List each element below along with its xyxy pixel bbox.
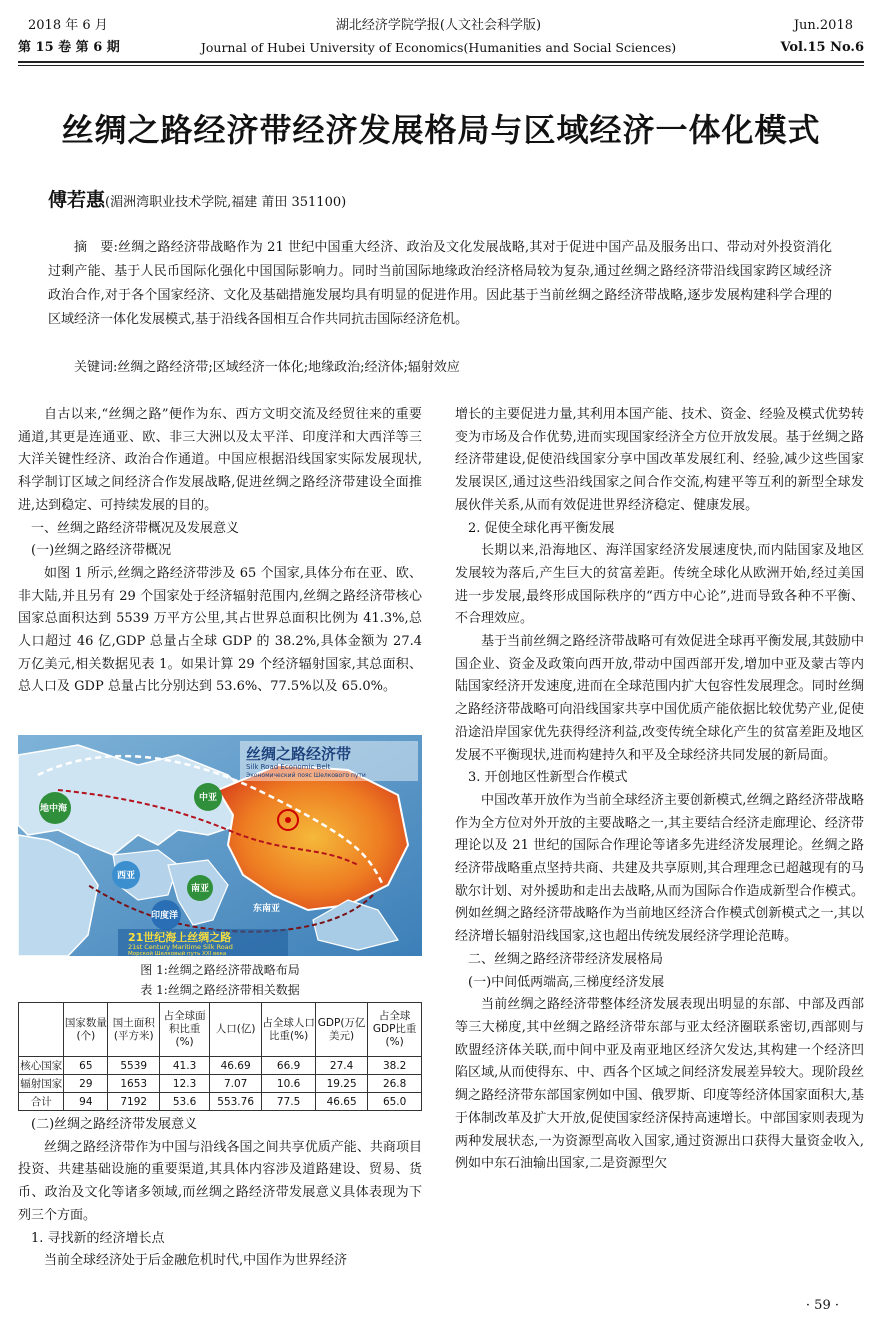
table-row-label: 合计 <box>19 1093 64 1111</box>
header-volume-cn: 第 15 卷 第 6 期 <box>18 40 120 55</box>
table-cell: 1653 <box>108 1075 160 1093</box>
table-cell: 66.9 <box>262 1057 316 1075</box>
region-label-central: 中亚 <box>199 793 218 803</box>
page-number: · 59 · <box>805 1298 839 1313</box>
figure-caption: 图 1:丝绸之路经济带战略布局 <box>140 963 300 977</box>
data-table <box>18 1002 422 1111</box>
section-heading: 3. 开创地区性新型合作模式 <box>468 770 628 786</box>
table-cell: 10.6 <box>262 1075 316 1093</box>
table-cell: 46.65 <box>315 1093 367 1111</box>
sea-title-en: 21st Century Maritime Silk Road <box>128 943 233 951</box>
sea-title: 21世纪海上丝绸之路 <box>128 931 232 944</box>
paragraph: 当前全球经济处于后金融危机时代,中国作为世界经济 <box>44 1253 348 1269</box>
paragraph: 当前丝绸之路经济带整体经济发展表现出明显的东部、中部及西部等三大梯度,其中丝绸之路经济带东部与亚太经济圈联系密切,西部则与欧盟经济体关联,而中间中亚及南亚地区经济欠发达,其构建一个经济凹陷区域,从而使得东、中、西各个区域之间经济发展差异较大。现阶段丝绸之路经济带东部国家例如中国、俄罗斯、印度等经济体国家面积大,基于体制改革及扩大开放,促使国家经济保持高速增长。中部国家则表现为两种发展状态,一为资源型高收入国家,通过资源出口获得大量资金收入,例如中东石油输出国家,二是资源型欠 <box>455 997 864 1172</box>
paragraph: 长期以来,沿海地区、海洋国家经济发展速度快,而内陆国家及地区发展较为落后,产生巨大的贫富差距。传统全球化从欧洲开始,经过美国进一步发展,最终形成国际秩序的“西方中心论”,进而导致各种不平衡、不合理效应。 <box>455 543 864 627</box>
region-label-seasia: 东南亚 <box>253 904 281 914</box>
table-header-cell: GDP(万亿美元) <box>315 1003 367 1057</box>
sea-title-sub: Морской Шелковый путь XXI века <box>128 951 227 956</box>
left-column-bottom <box>18 1114 422 1273</box>
region-label-west: 西亚 <box>117 871 136 881</box>
header-journal-cn: 湖北经济学院学报(人文社会科学版) <box>335 18 542 33</box>
table-cell: 27.4 <box>315 1057 367 1075</box>
table-cell: 53.6 <box>160 1093 210 1111</box>
map-title-ru: Экономический пояс Шелкового пути <box>246 772 366 779</box>
table-row-label: 辐射国家 <box>19 1075 64 1093</box>
section-heading: (一)丝绸之路经济带概况 <box>31 543 172 559</box>
table-cell: 12.3 <box>160 1075 210 1093</box>
table-cell: 29 <box>64 1075 108 1093</box>
table-cell: 553.76 <box>209 1093 261 1111</box>
table-cell: 26.8 <box>368 1075 422 1093</box>
section-heading: (一)中间低两端高,三梯度经济发展 <box>468 974 665 990</box>
table-row <box>19 1093 422 1111</box>
left-column <box>18 404 422 699</box>
region-label-med: 地中海 <box>40 804 68 814</box>
author-name: 傅若惠 <box>48 189 106 211</box>
header-journal-en: Journal of Hubei University of Economics(Humanities and Social Sciences) <box>200 40 677 55</box>
table-cell: 77.5 <box>262 1093 316 1111</box>
map-title: 丝绸之路经济带 <box>246 745 352 763</box>
abstract: 摘 要:丝绸之路经济带战略作为 21 世纪中国重大经济、政治及文化发展战略,其对于促进中国产品及服务出口、带动对外投资消化过剩产能、基于人民币国际化强化中国国际影响力。同时当前国际地缘政治经济格局较为复杂,通过丝绸之路经济带沿线国家跨区域经济政治合作,对于各个国家经济、文化及基础措施发展均具有明显的促进作用。因此基于当前丝绸之路经济带战略,逐步发展构建科学合理的区域经济一体化发展模式,基于沿线各国相互合作共同抗击国际经济危机。 <box>48 240 832 327</box>
table-header-row <box>19 1003 422 1057</box>
paragraph: 基于当前丝绸之路经济带战略可有效促进全球再平衡发展,其鼓励中国企业、资金及政策向西开放,带动中国西部开发,增加中亚及蒙古等内陆国家经济开发速度,进而在全球范围内扩大包容性发展理念。同时丝绸之路经济带战略可向沿线国家共享中国优质产能依据比较优势产业,促使沿途沿岸国家优先获得经济利益,改变传统全球化产生的贫富差距及地区发展不平衡现状,进而构建持久和平及全球经济共同发展的新局面。 <box>455 634 864 763</box>
header-date-cn: 2018 年 6 月 <box>28 18 108 33</box>
right-column <box>455 404 864 1176</box>
table-row <box>19 1057 422 1075</box>
region-label-south: 南亚 <box>191 884 210 894</box>
table-cell: 7.07 <box>209 1075 261 1093</box>
xian-marker-dot <box>285 817 291 823</box>
table-header-cell: 占全球人口比重(%) <box>262 1003 316 1057</box>
table-header-cell <box>19 1003 64 1057</box>
section-heading: 一、丝绸之路经济带概况及发展意义 <box>31 520 240 536</box>
table-header-cell: 国家数量(个) <box>64 1003 108 1057</box>
table-cell: 94 <box>64 1093 108 1111</box>
paragraph: 如图 1 所示,丝绸之路经济带涉及 65 个国家,具体分布在亚、欧、非大陆,并且另有 29 个国家处于经济辐射范围内,丝绸之路经济带核心国家总面积达到 5539 万平方公里,其占世界总面积比例为 41.3%,总人口超过 46 亿,GDP 总量占全球 GDP 的 38.2%,具体金额为 27.4 万亿美元,相关数据见表 1。如果计算 29 个经济辐射国家,其总面积、总人口及 GDP 总量占比分别达到 53.6%、77.5%以及 65.0%。 <box>18 565 422 695</box>
silk-road-map <box>18 735 422 956</box>
keywords: 关键词:丝绸之路经济带;区域经济一体化;地缘政治;经济体;辐射效应 <box>74 360 460 375</box>
table-cell: 46.69 <box>209 1057 261 1075</box>
table-header-cell: 占全球GDP比重(%) <box>368 1003 422 1057</box>
header-volume-en: Vol.15 No.6 <box>780 40 864 55</box>
paragraph: 中国改革开放作为当前全球经济主要创新模式,丝绸之路经济带战略作为全方位对外开放的主要战略之一,其主要结合经济走廊理论、经济带理论以及 21 世纪的国际合作理论等诸多先进经济发展理论。丝绸之路经济带战略重点坚持共商、共建及共享原则,其合理理念已超越现有的马歇尔计划、对外援助和走出去战略,从而为国际合作造成新型合作模式。例如丝绸之路经济带战略作为当前地区经济合作模式创新模式之一,其以经济增长辐射沿线国家,这也超出传统发展经济学理论范畴。 <box>455 792 864 945</box>
region-label-indian: 印度洋 <box>151 911 179 921</box>
table-cell: 65 <box>64 1057 108 1075</box>
table-header-cell: 人口(亿) <box>209 1003 261 1057</box>
section-heading: 二、丝绸之路经济带经济发展格局 <box>468 951 664 967</box>
table-row-label: 核心国家 <box>19 1057 64 1075</box>
table-cell: 38.2 <box>368 1057 422 1075</box>
header-date-en: Jun.2018 <box>793 18 853 33</box>
table-cell: 41.3 <box>160 1057 210 1075</box>
table-cell: 7192 <box>108 1093 160 1111</box>
table-header-cell: 国土面积(平方米) <box>108 1003 160 1057</box>
table-cell: 19.25 <box>315 1075 367 1093</box>
article-title: 丝绸之路经济带经济发展格局与区域经济一体化模式 <box>61 111 821 149</box>
header-rule <box>18 61 864 63</box>
author-affiliation: (湄洲湾职业技术学院,福建 莆田 351100) <box>105 195 347 210</box>
paragraph: 增长的主要促进力量,其利用本国产能、技术、资金、经验及模式优势转变为市场及合作优势,进而实现国家经济全方位开放发展。基于丝绸之路经济带建设,促使沿线国家分享中国改革发展红利、经验,减少这些国家发展误区,通过这些沿线国家之间合作交流,构建平等互利的新型全球发展伙伴关系,从而有效促进世界经济稳定、健康发展。 <box>455 407 864 513</box>
map-title-en: Silk Road Economic Belt <box>246 763 331 771</box>
author-line <box>48 185 346 212</box>
table-cell: 65.0 <box>368 1093 422 1111</box>
header-rule-thin <box>18 65 864 66</box>
table-caption: 表 1:丝绸之路经济带相关数据 <box>140 983 300 997</box>
section-heading: (二)丝绸之路经济带发展意义 <box>31 1117 198 1132</box>
paragraph: 自古以来,“丝绸之路”便作为东、西方文明交流及经贸往来的重要通道,其更是连通亚、欧、非三大洲以及太平洋、印度洋和大西洋等三大洋关键性经济、政治合作通道。中国应根据沿线国家实际发展现状,科学制订区域之间经济合作发展战略,促进丝绸之路经济带建设全面推进,达到稳定、可持续发展的目的。 <box>18 407 422 513</box>
table-cell: 5539 <box>108 1057 160 1075</box>
section-heading: 1. 寻找新的经济增长点 <box>31 1230 165 1246</box>
table-header-cell: 占全球面积比重(%) <box>160 1003 210 1057</box>
section-heading: 2. 促使全球化再平衡发展 <box>468 520 615 536</box>
table-row <box>19 1075 422 1093</box>
figure-map <box>18 735 422 956</box>
paragraph: 丝绸之路经济带作为中国与沿线各国之间共享优质产能、共商项目投资、共建基础设施的重要渠道,其具体内容涉及道路建设、贸易、货币、政治及文化等诸多领域,而丝绸之路经济带发展意义具体表现为下列三个方面。 <box>18 1139 422 1223</box>
